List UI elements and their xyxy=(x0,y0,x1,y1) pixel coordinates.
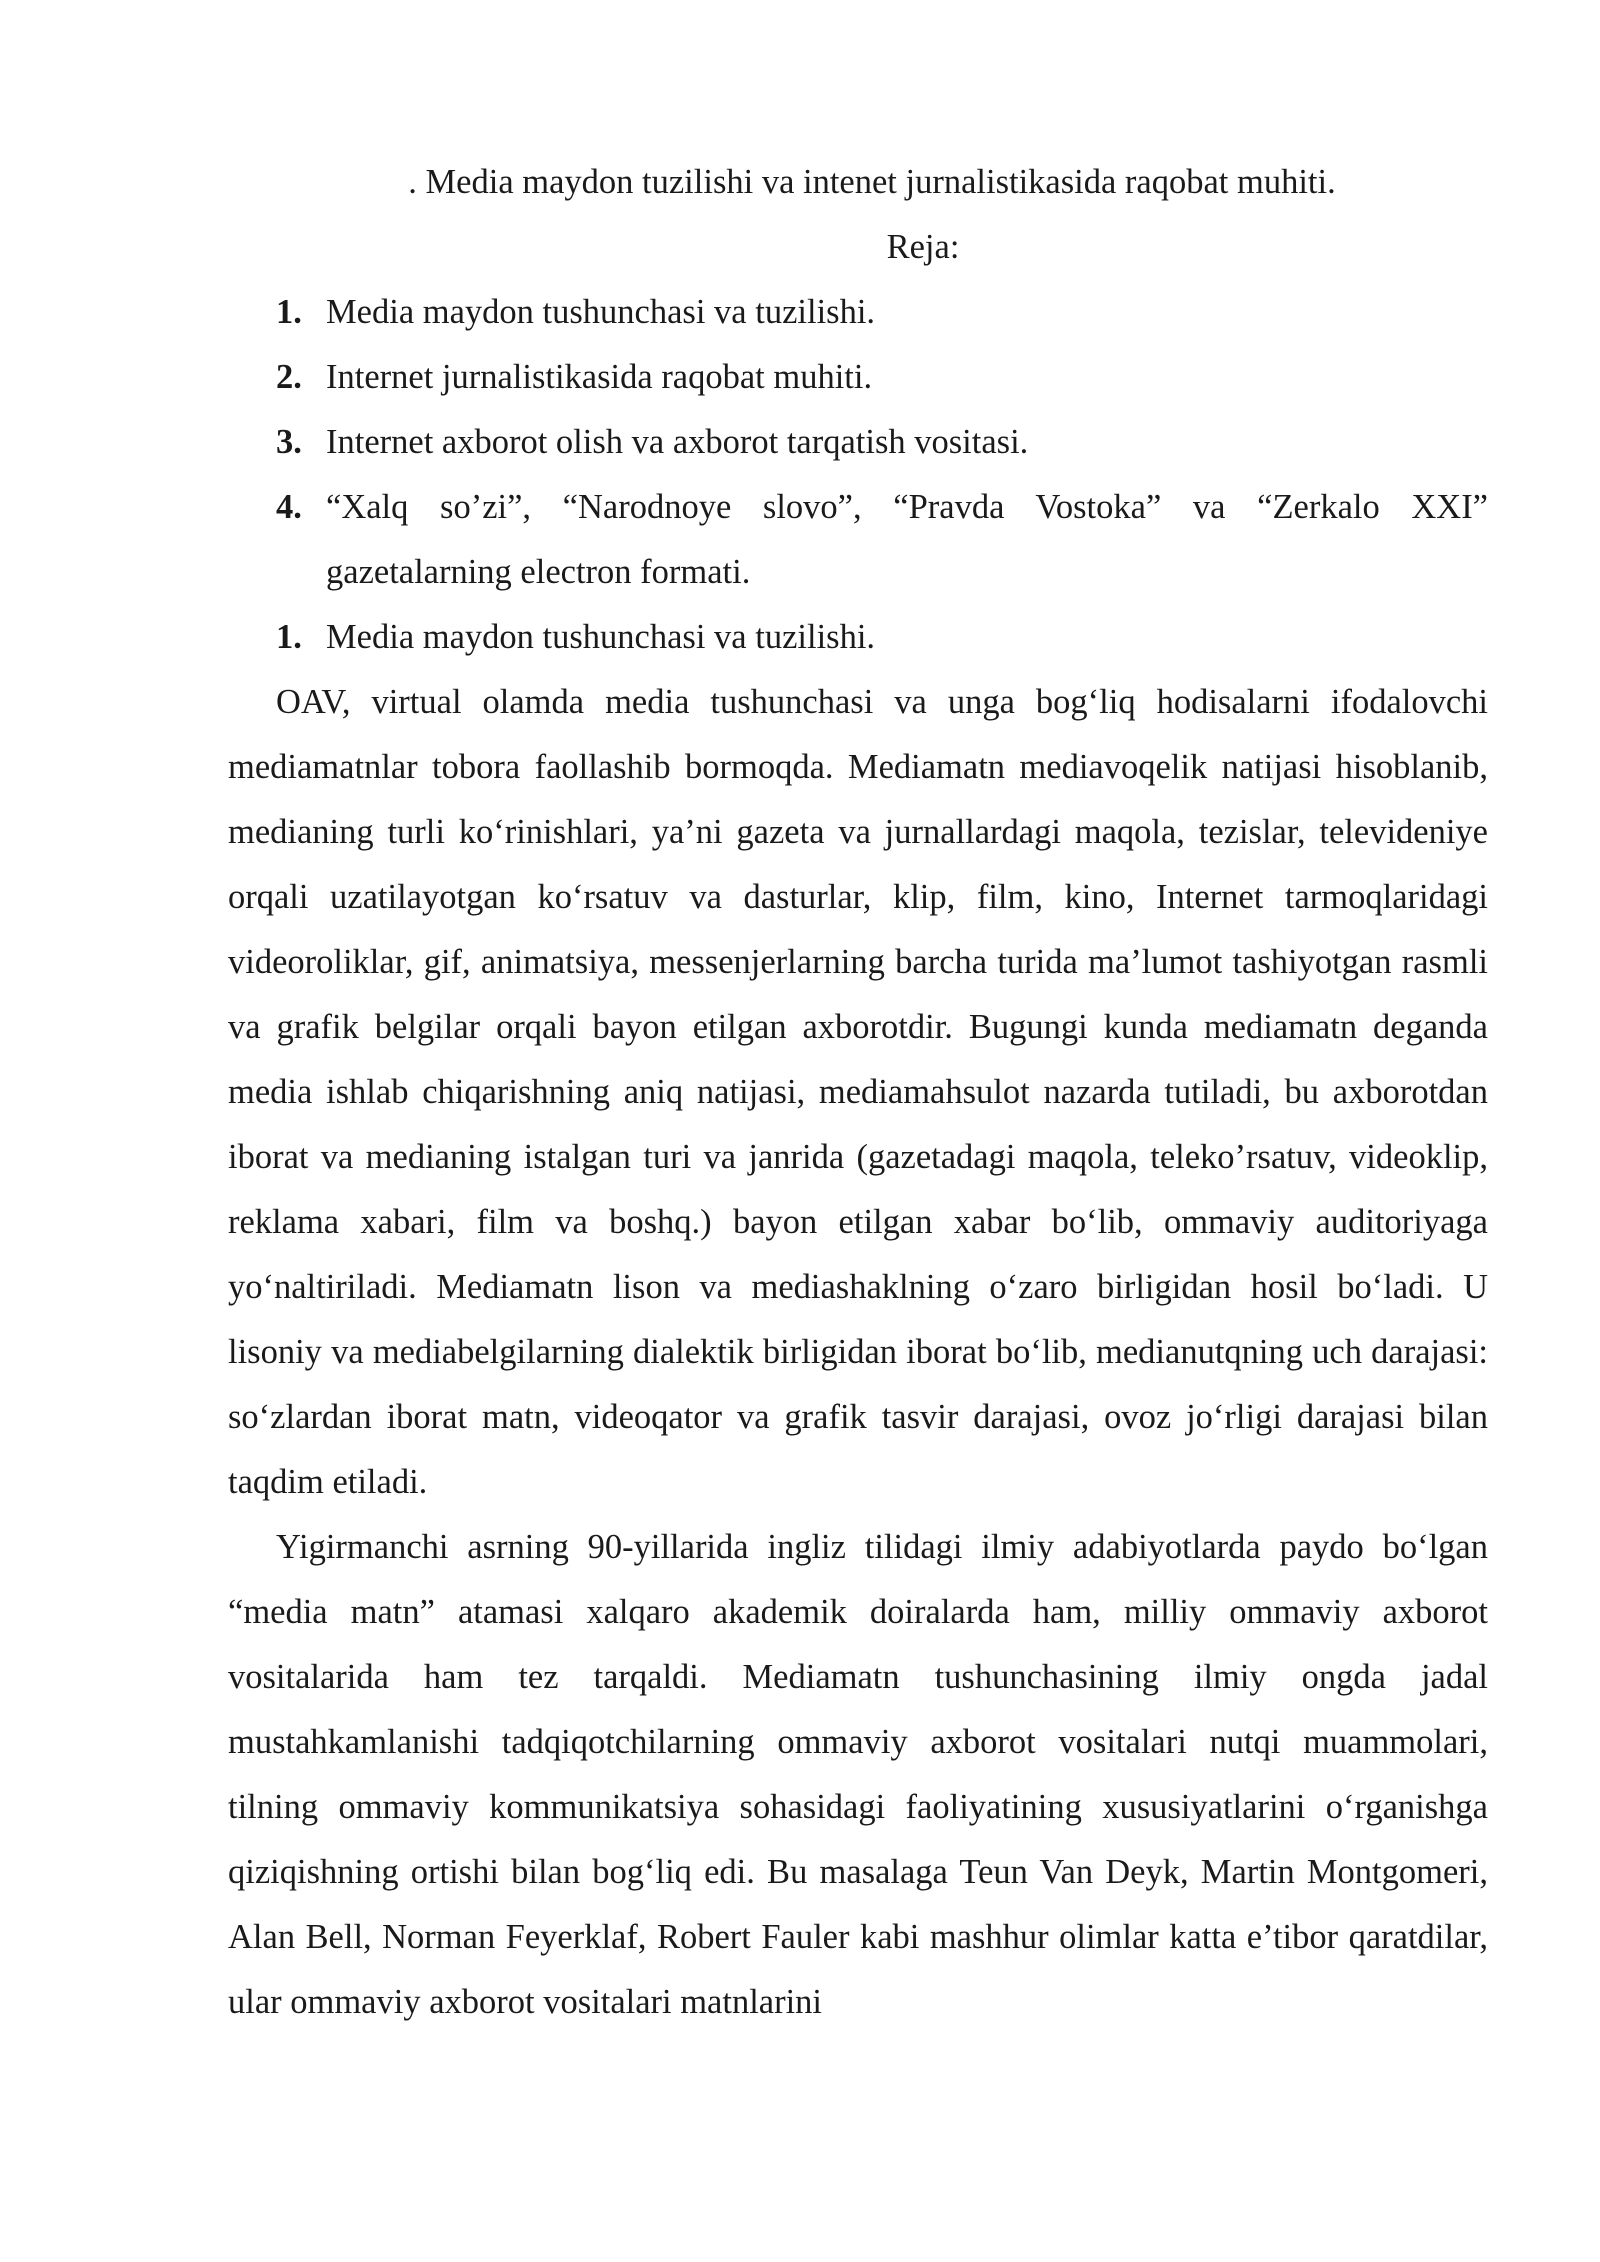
body-paragraph: OAV, virtual olamda media tushunchasi va unga bog‘liq hodisalarni ifodalovchi mediamatnlar tobora faollashib bormoqda. Mediamatn mediavoqelik natijasi hisoblanib, medianing turli ko‘rinishlari, ya’ni gazeta va jurnallardagi maqola, tezislar, televideniye orqali uzatilayotgan ko‘rsatuv va dasturlar, klip, film, kino, Internet tarmoqlaridagi videoroliklar, gif, animatsiya, messenjerlarning barcha turida ma’lumot tashiyotgan rasmli va grafik belgilar orqali bayon etilgan axborotdir. Bugungi kunda mediamatn deganda media ishlab chiqarishning aniq natijasi, mediamahsulot nazarda tutiladi, bu axborotdan iborat va medianing istalgan turi va janrida (gazetadagi maqola, teleko’rsatuv, videoklip, reklama xabari, film va boshq.) bayon etilgan xabar bo‘lib, ommaviy auditoriyaga yo‘naltiriladi. Mediamatn lison va mediashaklning o‘zaro birligidan hosil bo‘ladi. U lisoniy va mediabelgilarning dialektik birligidan iborat bo‘lib, medianutqning uch darajasi: so‘zlardan iborat matn, videoqator va grafik tasvir darajasi, ovoz jo‘rligi darajasi bilan taqdim etiladi. xyxy=(228,683,1488,1501)
plan-item xyxy=(228,475,1488,605)
body-paragraph: Yigirmanchi asrning 90-yillarida ingliz tilidagi ilmiy adabiyotlarda paydo bo‘lgan “media matn” atamasi xalqaro akademik doiralarda ham, milliy ommaviy axborot vositalarida ham tez tarqaldi. Mediamatn tushunchasining ilmiy ongda jadal mustahkamlanishi tadqiqotchilarning ommaviy axborot vositalari nutqi muammolari, tilning ommaviy kommunikatsiya sohasidagi faoliyatining xususiyatlarini o‘rganishga qiziqishning ortishi bilan bog‘liq edi. Bu masalaga Teun Van Deyk, Martin Montgomeri, Alan Bell, Norman Feyerklaf, Robert Fauler kabi mashhur olimlar katta e’tibor qaratdilar, ular ommaviy axborot vositalari matnlarini xyxy=(228,1528,1488,2021)
section-heading xyxy=(228,605,1488,670)
plan-item-text: “Xalq so’zi”, “Narodnoye slovo”, “Pravda Vostoka” va “Zerkalo XXI” gazetalarning electron formati. xyxy=(326,488,1488,591)
plan-item-number: 3. xyxy=(276,423,302,461)
plan-item-text: Internet axborot olish va axborot tarqatish vositasi. xyxy=(326,423,1029,461)
document-page xyxy=(228,150,1488,2035)
plan-item xyxy=(228,345,1488,410)
plan-heading: Reja: xyxy=(886,228,960,266)
plan-item-number: 2. xyxy=(276,358,302,396)
plan-item-number: 4. xyxy=(276,488,302,526)
section-heading-number: 1. xyxy=(276,618,302,656)
plan-item-text: Internet jurnalistikasida raqobat muhiti. xyxy=(326,358,873,396)
plan-list xyxy=(228,280,1488,605)
section-heading-text: Media maydon tushunchasi va tuzilishi. xyxy=(326,618,876,656)
plan-item-text: Media maydon tushunchasi va tuzilishi. xyxy=(326,293,876,331)
plan-item-number: 1. xyxy=(276,293,302,331)
plan-item xyxy=(228,280,1488,345)
document-title: . Media maydon tuzilishi va intenet jurnalistikasida raqobat muhiti. xyxy=(408,163,1336,201)
plan-item xyxy=(228,410,1488,475)
